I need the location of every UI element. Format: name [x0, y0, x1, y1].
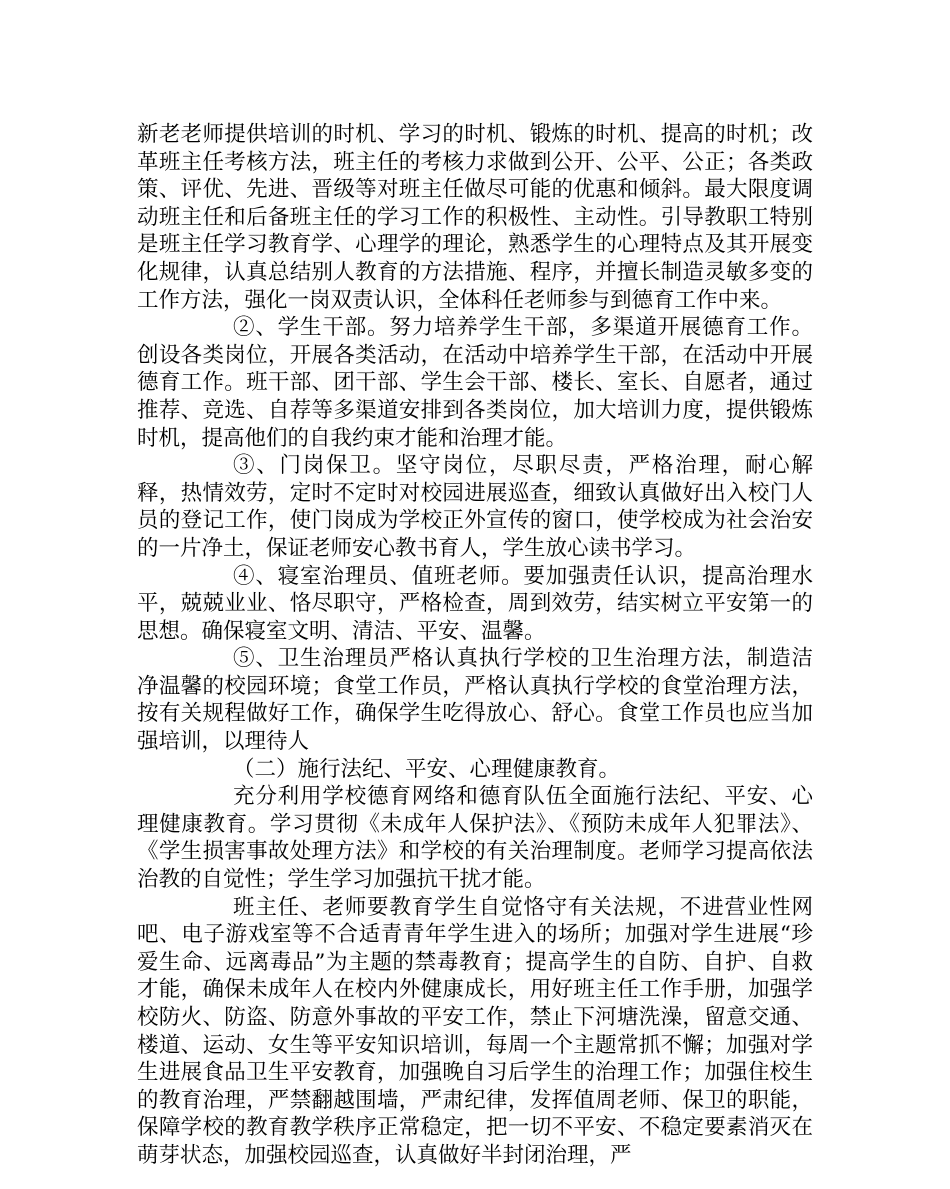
paragraph-student-cadres: ②、学生干部。努力培养学生干部，多渠道开展德育工作。创设各类岗位，开展各类活动，在活动中培养学生干部，在活动中开展德育工作。班干部、团干部、学生会干部、楼长、室长、自愿者，通过推荐、竞选、自荐等多渠道安排到各类岗位，加大培训力度，提供锻炼时机，提高他们的自我约束才能和治理才能。 — [137, 315, 813, 451]
paragraph-gate-security: ③、门岗保卫。坚守岗位，尽职尽责，严格治理，耐心解释，热情效劳，定时不定时对校园进展巡查，细致认真做好出入校门人员的登记工作，使门岗成为学校正外宣传的窗口，使学校成为社会治安的一片净土，保证老师安心教书育人，学生放心读书学习。 — [137, 453, 813, 561]
body-text — [137, 121, 813, 1170]
paragraph-safety-measures: 班主任、老师要教育学生自觉恪守有关法规，不进营业性网吧、电子游戏室等不合适青青年学生进入的场所；加强对学生进展“珍爱生命、远离毒品”为主题的禁毒教育；提高学生的自防、自护、自救才能，确保未成年人在校内外健康成长，用好班主任工作手册，加强学校防火、防盗、防意外事故的平安工作，禁止下河塘洗澡，留意交通、楼道、运动、女生等平安知识培训，每周一个主题常抓不懈；加强对学生进展食品卫生平安教育，加强晚自习后学生的治理工作；加强住校生的教育治理，严禁翻越围墙，严肃纪律，发挥值周老师、保卫的职能，保障学校的教育教学秩序正常稳定，把一切不平安、不稳定要素消灭在萌芽状态，加强校园巡查，认真做好半封闭治理，严 — [137, 894, 813, 1168]
paragraph-dorm-managers: ④、寝室治理员、值班老师。要加强责任认识，提高治理水平，兢兢业业、恪尽职守，严格检查，周到效劳，结实树立平安第一的思想。确保寝室文明、清洁、平安、温馨。 — [137, 563, 813, 644]
paragraph-legal-education: 充分利用学校德育网络和德育队伍全面施行法纪、平安、心理健康教育。学习贯彻《未成年人保护法》、《预防未成年人犯罪法》、《学生损害事故处理方法》和学校的有关治理制度。老师学习提高依法治教的自觉性；学生学习加强抗干扰才能。 — [137, 784, 813, 893]
paragraph-intro: 新老老师提供培训的时机、学习的时机、锻炼的时机、提高的时机；改革班主任考核方法，班主任的考核力求做到公开、公平、公正；各类政策、评优、先进、晋级等对班主任做尽可能的优惠和倾斜。最大限度调动班主任和后备班主任的学习工作的积极性、主动性。引导教职工特别是班主任学习教育学、心理学的理论，熟悉学生的心理特点及其开展变化规律，认真总结别人教育的方法措施、程序，并擅长制造灵敏多变的工作方法，强化一岗双责认识，全体科任老师参与到德育工作中来。 — [137, 122, 813, 313]
paragraph-sanitation-canteen: ⑤、卫生治理员严格认真执行学校的卫生治理方法，制造洁净温馨的校园环境；食堂工作员，严格认真执行学校的食堂治理方法，按有关规程做好工作，确保学生吃得放心、舒心。食堂工作员也应当加强培训，以理待人 — [137, 646, 813, 755]
section-heading: （二）施行法纪、平安、心理健康教育。 — [233, 756, 621, 782]
